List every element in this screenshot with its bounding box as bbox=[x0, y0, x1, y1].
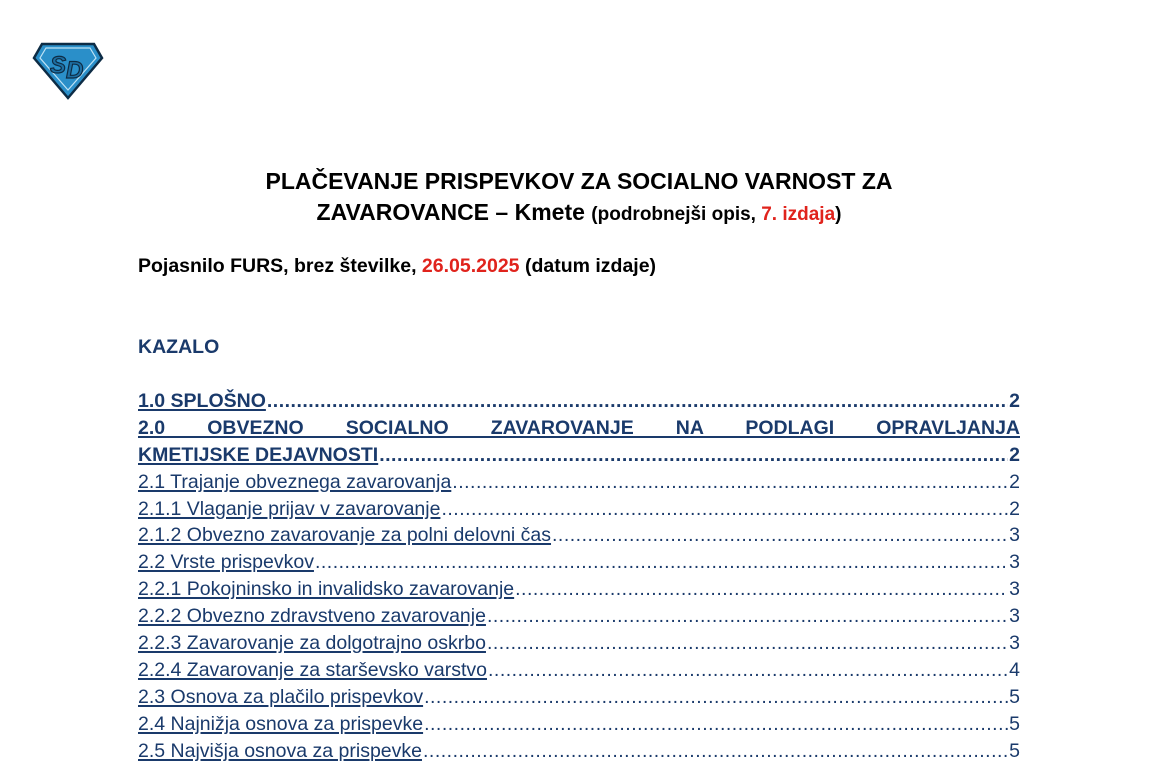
subtitle-prefix: Pojasnilo FURS, brez številke, bbox=[138, 255, 422, 277]
toc-page: 2 bbox=[1009, 470, 1020, 493]
edition-label: 7. izdaja bbox=[761, 204, 836, 225]
toc-entry[interactable] bbox=[138, 738, 1020, 764]
toc-entry-2-0-line-1[interactable] bbox=[138, 415, 1020, 442]
toc-link[interactable]: 2.4 Najnižja osnova za prispevke bbox=[138, 712, 424, 735]
toc-link[interactable]: 2.2.4 Zavarovanje za starševsko varstvo bbox=[138, 658, 487, 681]
title-paren-open: (podrobnejši opis, bbox=[591, 204, 762, 225]
table-of-contents bbox=[138, 388, 1020, 764]
dot-leader bbox=[552, 522, 1008, 549]
toc-link[interactable]: 2.2 Vrste prispevkov bbox=[138, 551, 314, 574]
toc-page: 2 bbox=[1009, 497, 1020, 520]
toc-link[interactable]: 2.5 Najvišja osnova za prispevke bbox=[138, 739, 422, 762]
toc-link[interactable]: 1.0 SPLOŠNO bbox=[138, 390, 266, 412]
toc-entry[interactable] bbox=[138, 469, 1020, 496]
toc-entry[interactable] bbox=[138, 576, 1020, 603]
dot-leader bbox=[424, 711, 1008, 738]
toc-entry[interactable] bbox=[138, 388, 1020, 415]
dot-leader bbox=[267, 388, 1008, 415]
toc-page: 5 bbox=[1009, 712, 1020, 735]
dot-leader bbox=[379, 442, 1008, 469]
toc-entry[interactable] bbox=[138, 711, 1020, 738]
title-main: ZAVAROVANCE – Kmete bbox=[316, 199, 585, 225]
toc-page: 3 bbox=[1009, 605, 1020, 628]
dot-leader bbox=[441, 496, 1008, 523]
toc-link[interactable]: 2.2.1 Pokojninsko in invalidsko zavarovanje bbox=[138, 578, 515, 601]
toc-link[interactable]: 2.1.1 Vlaganje prijav v zavarovanje bbox=[138, 497, 441, 520]
dot-leader bbox=[488, 657, 1008, 684]
toc-link[interactable]: KMETIJSKE DEJAVNOSTI bbox=[138, 443, 379, 466]
toc-entry[interactable] bbox=[138, 657, 1020, 684]
toc-page: 3 bbox=[1009, 551, 1020, 574]
svg-text:S: S bbox=[50, 52, 67, 79]
dot-leader bbox=[315, 549, 1008, 576]
issue-date: 26.05.2025 bbox=[421, 255, 520, 277]
toc-page: 3 bbox=[1009, 578, 1020, 601]
toc-entry[interactable] bbox=[138, 603, 1020, 630]
toc-entry[interactable] bbox=[138, 496, 1020, 523]
toc-entry[interactable] bbox=[138, 630, 1020, 657]
toc-page: 2 bbox=[1009, 443, 1020, 466]
toc-link[interactable]: 2.1.2 Obvezno zavarovanje za polni delovni čas bbox=[138, 524, 552, 547]
toc-link[interactable]: 2.2.2 Obvezno zdravstveno zavarovanje bbox=[138, 605, 486, 628]
document-subtitle bbox=[138, 255, 656, 278]
document-title bbox=[138, 166, 1020, 230]
toc-link[interactable]: 2.0 OBVEZNO SOCIALNO ZAVAROVANJE NA PODLAGI OPRAVLJANJA bbox=[138, 416, 1020, 439]
toc-entry[interactable] bbox=[138, 684, 1020, 711]
title-paren-close: ) bbox=[835, 204, 842, 225]
toc-entry[interactable] bbox=[138, 549, 1020, 576]
dot-leader bbox=[424, 684, 1008, 711]
dot-leader bbox=[487, 630, 1008, 657]
toc-page: 3 bbox=[1009, 632, 1020, 655]
toc-entry-2-0-line-2[interactable] bbox=[138, 442, 1020, 469]
title-line-1: PLAČEVANJE PRISPEVKOV ZA SOCIALNO VARNOST ZA bbox=[265, 168, 893, 194]
sd-logo bbox=[32, 40, 104, 100]
dot-leader bbox=[452, 469, 1008, 496]
toc-link[interactable]: 2.1 Trajanje obveznega zavarovanja bbox=[138, 470, 452, 493]
toc-link[interactable]: 2.3 Osnova za plačilo prispevkov bbox=[138, 685, 424, 708]
title-line-2 bbox=[138, 197, 1020, 230]
toc-page: 5 bbox=[1009, 685, 1020, 708]
toc-page: 3 bbox=[1009, 524, 1020, 547]
toc-entry[interactable] bbox=[138, 522, 1020, 549]
dot-leader bbox=[515, 576, 1008, 603]
dot-leader bbox=[487, 603, 1008, 630]
toc-page: 2 bbox=[1009, 390, 1020, 412]
toc-page: 5 bbox=[1009, 739, 1020, 762]
svg-text:D: D bbox=[66, 57, 84, 84]
subtitle-suffix: (datum izdaje) bbox=[519, 255, 657, 277]
toc-page: 4 bbox=[1009, 658, 1020, 681]
toc-heading: KAZALO bbox=[138, 336, 220, 358]
dot-leader bbox=[423, 738, 1008, 764]
toc-link[interactable]: 2.2.3 Zavarovanje za dolgotrajno oskrbo bbox=[138, 632, 486, 655]
